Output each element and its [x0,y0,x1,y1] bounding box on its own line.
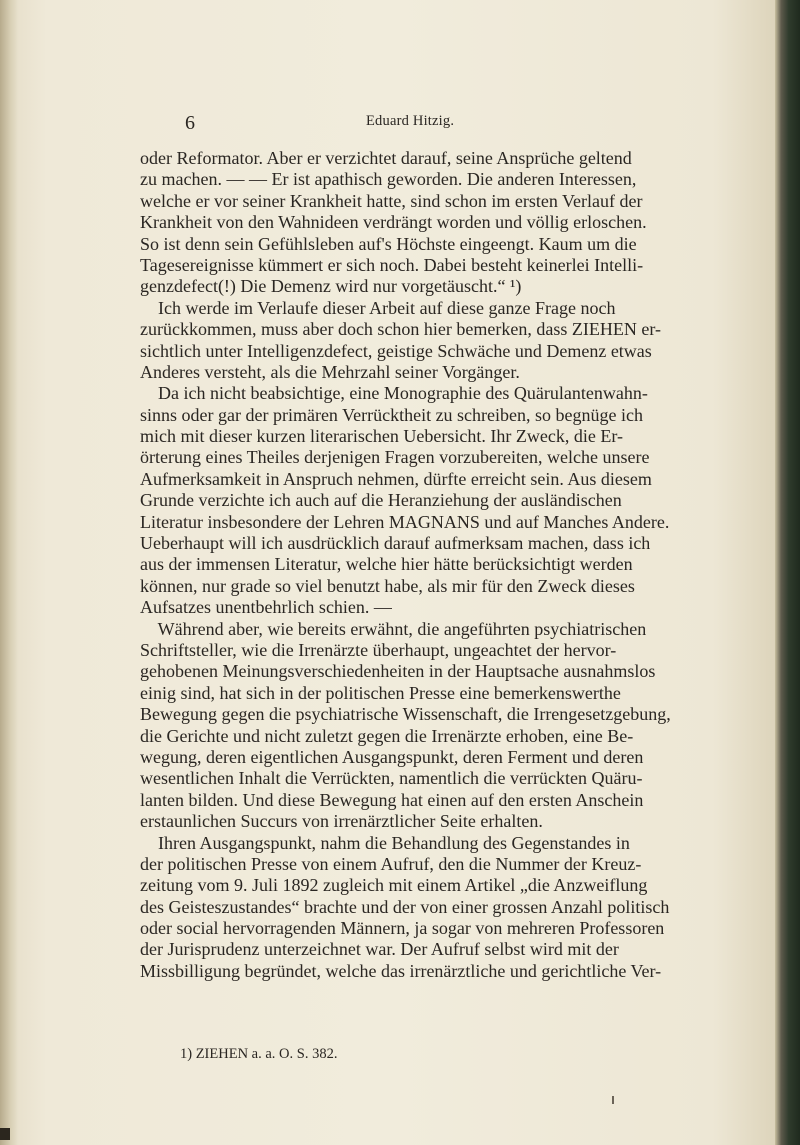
text-line: zurückkommen, muss aber doch schon hier bemerken, dass ZIEHEN er- [140,319,661,340]
text-line: Missbilligung begründet, welche das irrenärztliche und gerichtliche Ver- [140,960,662,981]
text-line: wegung, deren eigentlichen Ausgangspunkt, deren Ferment und deren [140,746,644,767]
text-line: Während aber, wie bereits erwähnt, die angeführten psychiatrischen [140,618,647,639]
text-line: Ueberhaupt will ich ausdrücklich darauf aufmerksam machen, dass ich [140,533,651,554]
text-line: sinns oder gar der primären Verrücktheit zu schreiben, so begnüge ich [140,404,643,425]
text-line: aus der immensen Literatur, welche hier hätte berücksichtigt werden [140,554,633,575]
text-line: der Jurisprudenz unterzeichnet war. Der Aufruf selbst wird mit der [140,939,619,960]
text-line: Schriftsteller, wie die Irrenärzte überhaupt, ungeachtet der hervor- [140,639,617,660]
scan-corner-mark [0,1128,10,1140]
text-line: der politischen Presse von einem Aufruf, den die Nummer der Kreuz- [140,853,642,874]
text-line: zu machen. — — Er ist apathisch geworden. Die anderen Interessen, [140,169,637,190]
text-line: mich mit dieser kurzen literarischen Uebersicht. Ihr Zweck, die Er- [140,426,623,447]
text-line: lanten bilden. Und diese Bewegung hat einen auf den ersten Anschein [140,789,644,810]
text-line: Aufsatzes unentbehrlich schien. — [140,597,392,618]
text-line: Ich werde im Verlaufe dieser Arbeit auf diese ganze Frage noch [140,297,616,318]
text-line: die Gerichte und nicht zuletzt gegen die Irrenärzte erhoben, eine Be- [140,725,634,746]
text-line: Anderes versteht, als die Mehrzahl seiner Vorgänger. [140,361,520,382]
text-line: Grunde verzichte ich auch auf die Heranziehung der ausländischen [140,490,622,511]
text-line: Ihren Ausgangspunkt, nahm die Behandlung des Gegenstandes in [140,832,630,853]
book-binding [775,0,800,1145]
page-header [0,112,775,136]
text-line: erstaunlichen Succurs von irrenärztlicher Seite erhalten. [140,811,543,832]
footnote: 1) ZIEHEN a. a. O. S. 382. [180,1046,338,1062]
text-line: Krankheit von den Wahnideen verdrängt worden und völlig erloschen. [140,212,647,233]
text-line: So ist denn sein Gefühlsleben auf's Höchste eingeengt. Kaum um die [140,233,637,254]
text-line: Bewegung gegen die psychiatrische Wissenschaft, die Irrengesetzgebung, [140,704,671,725]
text-line: zeitung vom 9. Juli 1892 zugleich mit einem Artikel „die Anzweiflung [140,875,648,896]
text-line: wesentlichen Inhalt die Verrückten, namentlich die verrückten Quäru- [140,768,643,789]
running-head: Eduard Hitzig. [366,113,455,129]
text-line: des Geisteszustandes“ brachte und der von einer grossen Anzahl politisch [140,896,670,917]
text-line: gehobenen Meinungsverschiedenheiten in der Hauptsache ausnahmslos [140,661,656,682]
text-line: örterung eines Theiles derjenigen Fragen vorzubereiten, welche unsere [140,447,650,468]
text-line: Aufmerksamkeit in Anspruch nehmen, dürfte erreicht sein. Aus diesem [140,468,652,489]
text-line: können, nur grade so viel benutzt habe, als mir für den Zweck dieses [140,575,635,596]
text-line: genzdefect(!) Die Demenz wird nur vorgetäuscht.“ ¹) [140,276,522,297]
page-number: 6 [185,112,195,134]
text-line: welche er vor seiner Krankheit hatte, sind schon im ersten Verlauf der [140,190,643,211]
text-line: Literatur insbesondere der Lehren MAGNANS und auf Manches Andere. [140,511,670,532]
page-edge-shadow [0,0,18,1145]
print-mark [612,1096,614,1104]
text-line: Da ich nicht beabsichtige, eine Monographie des Quärulantenwahn- [140,383,648,404]
text-line: oder social hervorragenden Männern, ja sogar von mehreren Professoren [140,918,665,939]
text-line: oder Reformator. Aber er verzichtet darauf, seine Ansprüche geltend [140,148,632,168]
text-line: Tagesereignisse kümmert er sich noch. Dabei besteht keinerlei Intelli- [140,254,644,275]
body-text [140,148,718,982]
text-line: einig sind, hat sich in der politischen Presse eine bemerkenswerthe [140,682,621,703]
text-line: sichtlich unter Intelligenzdefect, geistige Schwäche und Demenz etwas [140,340,652,361]
